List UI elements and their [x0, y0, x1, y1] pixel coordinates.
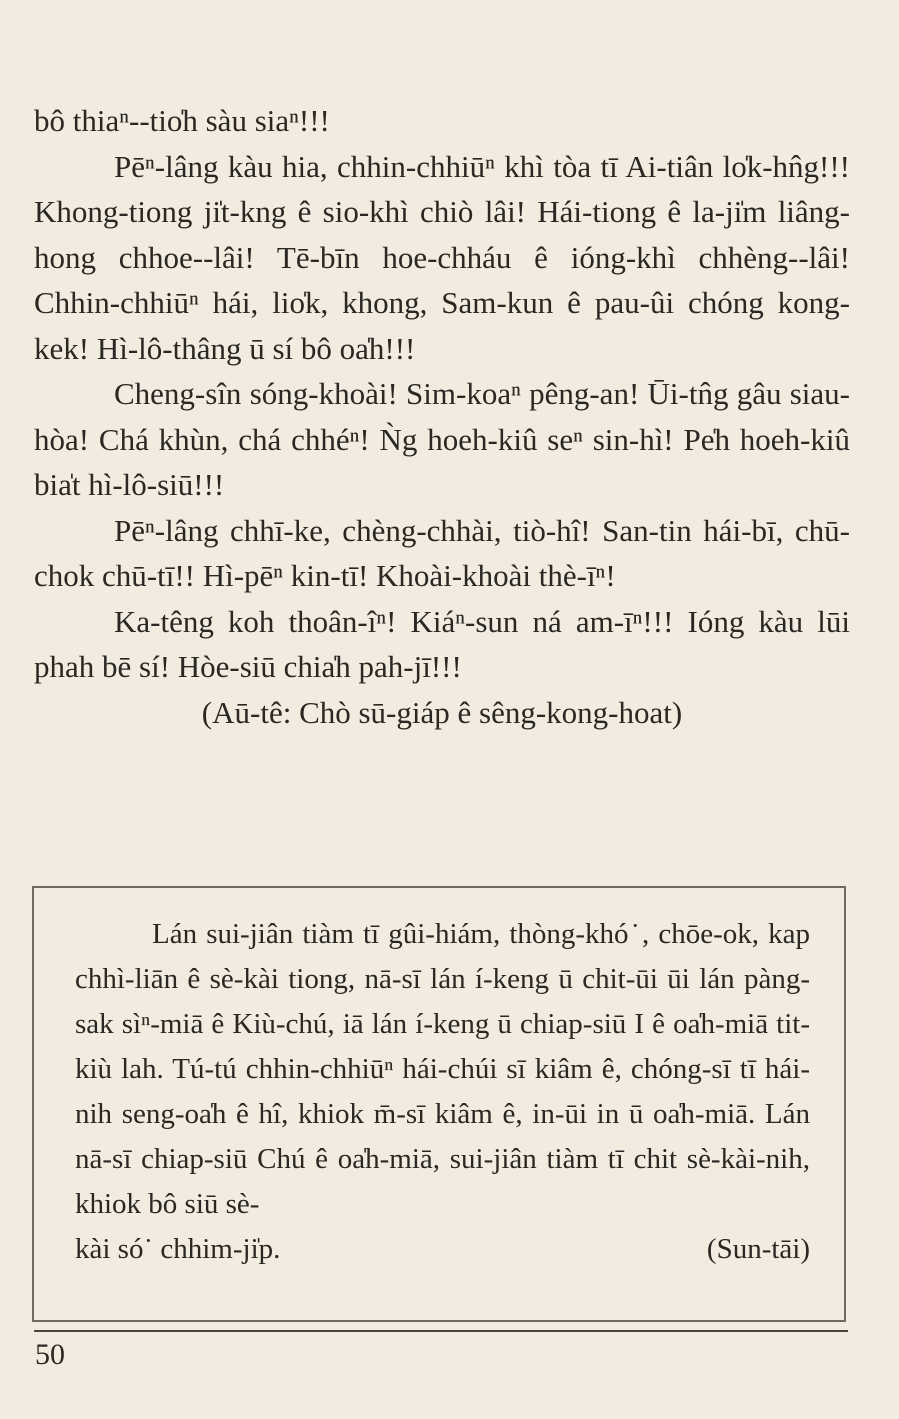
boxed-quotation-body: Lán sui-jiân tiàm tī gûi-hiám, thòng-khó˙, chōe-ok, kap chhì-liān ê sè-kài tiong, nā-sī lán í-keng ū chit-ūi ūi lán pàng-sak sìⁿ-miā ê Kiù-chú, iā lán í-keng ū chiap-siū I ê oa̍h-miā tit-kiù lah. Tú-tú chhin-chhiūⁿ hái-chúi sī kiâm ê, chóng-sī tī hái-nih seng-oa̍h ê hî, khiok m̄-sī kiâm ê, in-ūi in ū oa̍h-miā. Lán nā-sī chiap-siū Chú ê oa̍h-miā, sui-jiân tiàm tī chit sè-kài-nih, khiok bô siū sè- — [75, 918, 810, 1220]
boxed-quotation — [32, 886, 846, 1322]
paragraph-continuation: bô thiaⁿ--tio̍h sàu siaⁿ!!! — [34, 103, 330, 138]
attribution-note: (Aū-tê: Chò sū-giáp ê sêng-kong-hoat) — [201, 694, 683, 730]
footer-rule — [34, 1330, 848, 1332]
paragraph: Cheng-sîn sóng-khoài! Sim-koaⁿ pêng-an! Ūi-tn̂g gâu siau-hòa! Chá khùn, chá chhéⁿ! Ǹg hoeh-kiû seⁿ sin-hì! Pe̍h hoeh-kiû bia̍t hì-lô-siū!!! — [34, 376, 850, 502]
quotation-source: (Sun-tāi) — [706, 1233, 810, 1265]
boxed-quotation-last-line — [75, 1227, 810, 1272]
main-text — [34, 98, 850, 735]
paragraph: Pēⁿ-lâng chhī-ke, chèng-chhài, tiò-hî! San-tin hái-bī, chū-chok chū-tī!! Hì-pēⁿ kin-tī! Khoài-khoài thè-īⁿ! — [34, 512, 850, 593]
page-number: 50 — [35, 1338, 65, 1371]
paragraph: Pēⁿ-lâng kàu hia, chhin-chhiūⁿ khì tòa tī Ai-tiân lo̍k-hn̂g!!! Khong-tiong ji̍t-kng ê sio-khì chiò lâi! Hái-tiong ê la-ji̍m liâng-hong chhoe--lâi! Tē-bīn hoe-chháu ê ióng-khì chhèng--lâi! Chhin-chhiūⁿ hái, lio̍k, khong, Sam-kun ê pau-ûi chóng kong-kek! Hì-lô-thâng ū sí bô oa̍h!!! — [34, 148, 850, 366]
boxed-quotation-ending: kài só˙ chhim-ji̍p. — [75, 1233, 281, 1265]
boxed-quotation-text — [75, 912, 810, 1272]
paragraph: Ka-têng koh thoân-îⁿ! Kiáⁿ-sun ná am-īⁿ!!! Ióng kàu lūi phah bē sí! Hòe-siū chia̍h pah-jī!!! — [34, 603, 850, 684]
